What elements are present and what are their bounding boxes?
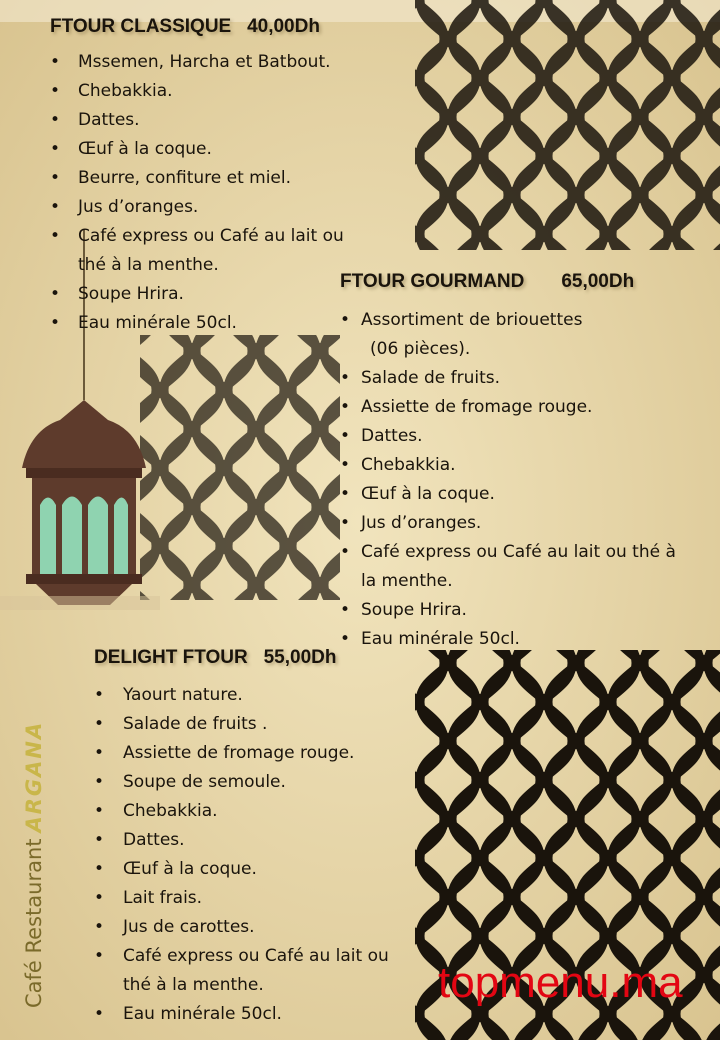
list-item (50, 280, 344, 309)
bullet-icon: • (340, 542, 351, 562)
bullet-icon: • (94, 917, 105, 937)
restaurant-name (22, 721, 46, 1008)
item-list (94, 681, 389, 1029)
item-text: Dattes. (361, 426, 423, 446)
item-list (340, 306, 676, 654)
bullet-icon: • (340, 484, 351, 504)
list-item-continued (340, 335, 676, 364)
list-item (340, 538, 676, 567)
item-text: Chebakkia. (123, 801, 218, 821)
item-text: Yaourt nature. (123, 685, 243, 705)
bullet-icon: • (50, 226, 61, 246)
item-text: Jus d’oranges. (361, 513, 482, 533)
bullet-icon: • (50, 313, 61, 333)
item-text: Œuf à la coque. (123, 859, 257, 879)
item-text: Café express ou Café au lait ou thé à (361, 542, 676, 562)
menu-ftour-classique (50, 16, 344, 338)
bullet-icon: • (50, 197, 61, 217)
bullet-icon: • (94, 888, 105, 908)
list-item (50, 77, 344, 106)
item-text: Jus de carottes. (123, 917, 255, 937)
item-list (50, 48, 344, 338)
list-item (94, 913, 389, 942)
bullet-icon: • (340, 397, 351, 417)
item-text: Eau minérale 50cl. (361, 629, 520, 649)
list-item (94, 1000, 389, 1029)
item-text: Œuf à la coque. (361, 484, 495, 504)
item-text: Jus d’oranges. (78, 197, 199, 217)
item-text: Eau minérale 50cl. (123, 1004, 282, 1024)
list-item (94, 797, 389, 826)
item-text: Mssemen, Harcha et Batbout. (78, 52, 331, 72)
item-text: Beurre, confiture et miel. (78, 168, 292, 188)
list-item (94, 826, 389, 855)
restaurant-prefix: Café Restaurant (22, 838, 46, 1008)
title-text: FTOUR GOURMAND (340, 271, 525, 292)
item-text: Assortiment de briouettes (361, 310, 583, 330)
bullet-icon: • (94, 1004, 105, 1024)
item-text: la menthe. (361, 571, 453, 591)
item-text: Dattes. (123, 830, 185, 850)
bullet-icon: • (340, 600, 351, 620)
price: 55,00Dh (263, 647, 337, 668)
list-item (94, 884, 389, 913)
item-text: (06 pièces). (370, 339, 471, 359)
title-text: DELIGHT FTOUR (94, 647, 248, 668)
section-title (94, 647, 389, 669)
list-item (94, 681, 389, 710)
list-item (50, 135, 344, 164)
list-item (94, 710, 389, 739)
list-item (340, 625, 676, 654)
bullet-icon: • (50, 139, 61, 159)
lattice-middle (140, 335, 340, 600)
list-item (94, 739, 389, 768)
list-item (94, 942, 389, 971)
item-text: thé à la menthe. (123, 975, 264, 995)
item-text: Soupe Hrira. (361, 600, 467, 620)
bullet-icon: • (94, 772, 105, 792)
item-text: Lait frais. (123, 888, 203, 908)
item-text: thé à la menthe. (78, 255, 219, 275)
bullet-icon: • (50, 81, 61, 101)
list-item (340, 306, 676, 335)
bullet-icon: • (340, 629, 351, 649)
list-item (94, 855, 389, 884)
list-item-continued (50, 251, 344, 280)
bullet-icon: • (94, 801, 105, 821)
price: 65,00Dh (561, 271, 635, 292)
bullet-icon: • (94, 859, 105, 879)
list-item (340, 422, 676, 451)
item-text: Chebakkia. (361, 455, 456, 475)
item-text: Chebakkia. (78, 81, 173, 101)
bullet-icon: • (50, 52, 61, 72)
item-text: Café express ou Café au lait ou (123, 946, 389, 966)
section-title (340, 271, 676, 293)
bullet-icon: • (94, 743, 105, 763)
item-text: Soupe Hrira. (78, 284, 184, 304)
bullet-icon: • (94, 946, 105, 966)
list-item (50, 222, 344, 251)
list-item (50, 309, 344, 338)
item-text: Œuf à la coque. (78, 139, 212, 159)
list-item (340, 364, 676, 393)
menu-ftour-gourmand (340, 271, 676, 654)
list-item (340, 596, 676, 625)
menu-delight-ftour (94, 647, 389, 1029)
bullet-icon: • (340, 455, 351, 475)
bullet-icon: • (50, 168, 61, 188)
bullet-icon: • (340, 513, 351, 533)
title-text: FTOUR CLASSIQUE (50, 16, 232, 37)
list-item (340, 393, 676, 422)
watermark: topmenu.ma (438, 958, 683, 1007)
item-text: Dattes. (78, 110, 140, 130)
list-item (50, 48, 344, 77)
list-item (340, 509, 676, 538)
list-item (94, 768, 389, 797)
list-item (50, 106, 344, 135)
bullet-icon: • (94, 685, 105, 705)
item-text: Salade de fruits . (123, 714, 268, 734)
item-text: Eau minérale 50cl. (78, 313, 237, 333)
restaurant-brand: ARGANA (22, 720, 46, 833)
list-item-continued (340, 567, 676, 596)
list-item (340, 451, 676, 480)
bullet-icon: • (94, 830, 105, 850)
lattice-top-right (415, 0, 720, 250)
bullet-icon: • (50, 110, 61, 130)
bullet-icon: • (94, 714, 105, 734)
list-item-continued (94, 971, 389, 1000)
item-text: Salade de fruits. (361, 368, 501, 388)
item-text: Assiette de fromage rouge. (361, 397, 593, 417)
list-item (50, 193, 344, 222)
bullet-icon: • (340, 368, 351, 388)
item-text: Soupe de semoule. (123, 772, 286, 792)
section-title (50, 16, 344, 38)
bullet-icon: • (340, 310, 351, 330)
price: 40,00Dh (247, 16, 320, 37)
list-item (50, 164, 344, 193)
item-text: Assiette de fromage rouge. (123, 743, 355, 763)
bullet-icon: • (340, 426, 351, 446)
item-text: Café express ou Café au lait ou (78, 226, 344, 246)
list-item (340, 480, 676, 509)
bullet-icon: • (50, 284, 61, 304)
